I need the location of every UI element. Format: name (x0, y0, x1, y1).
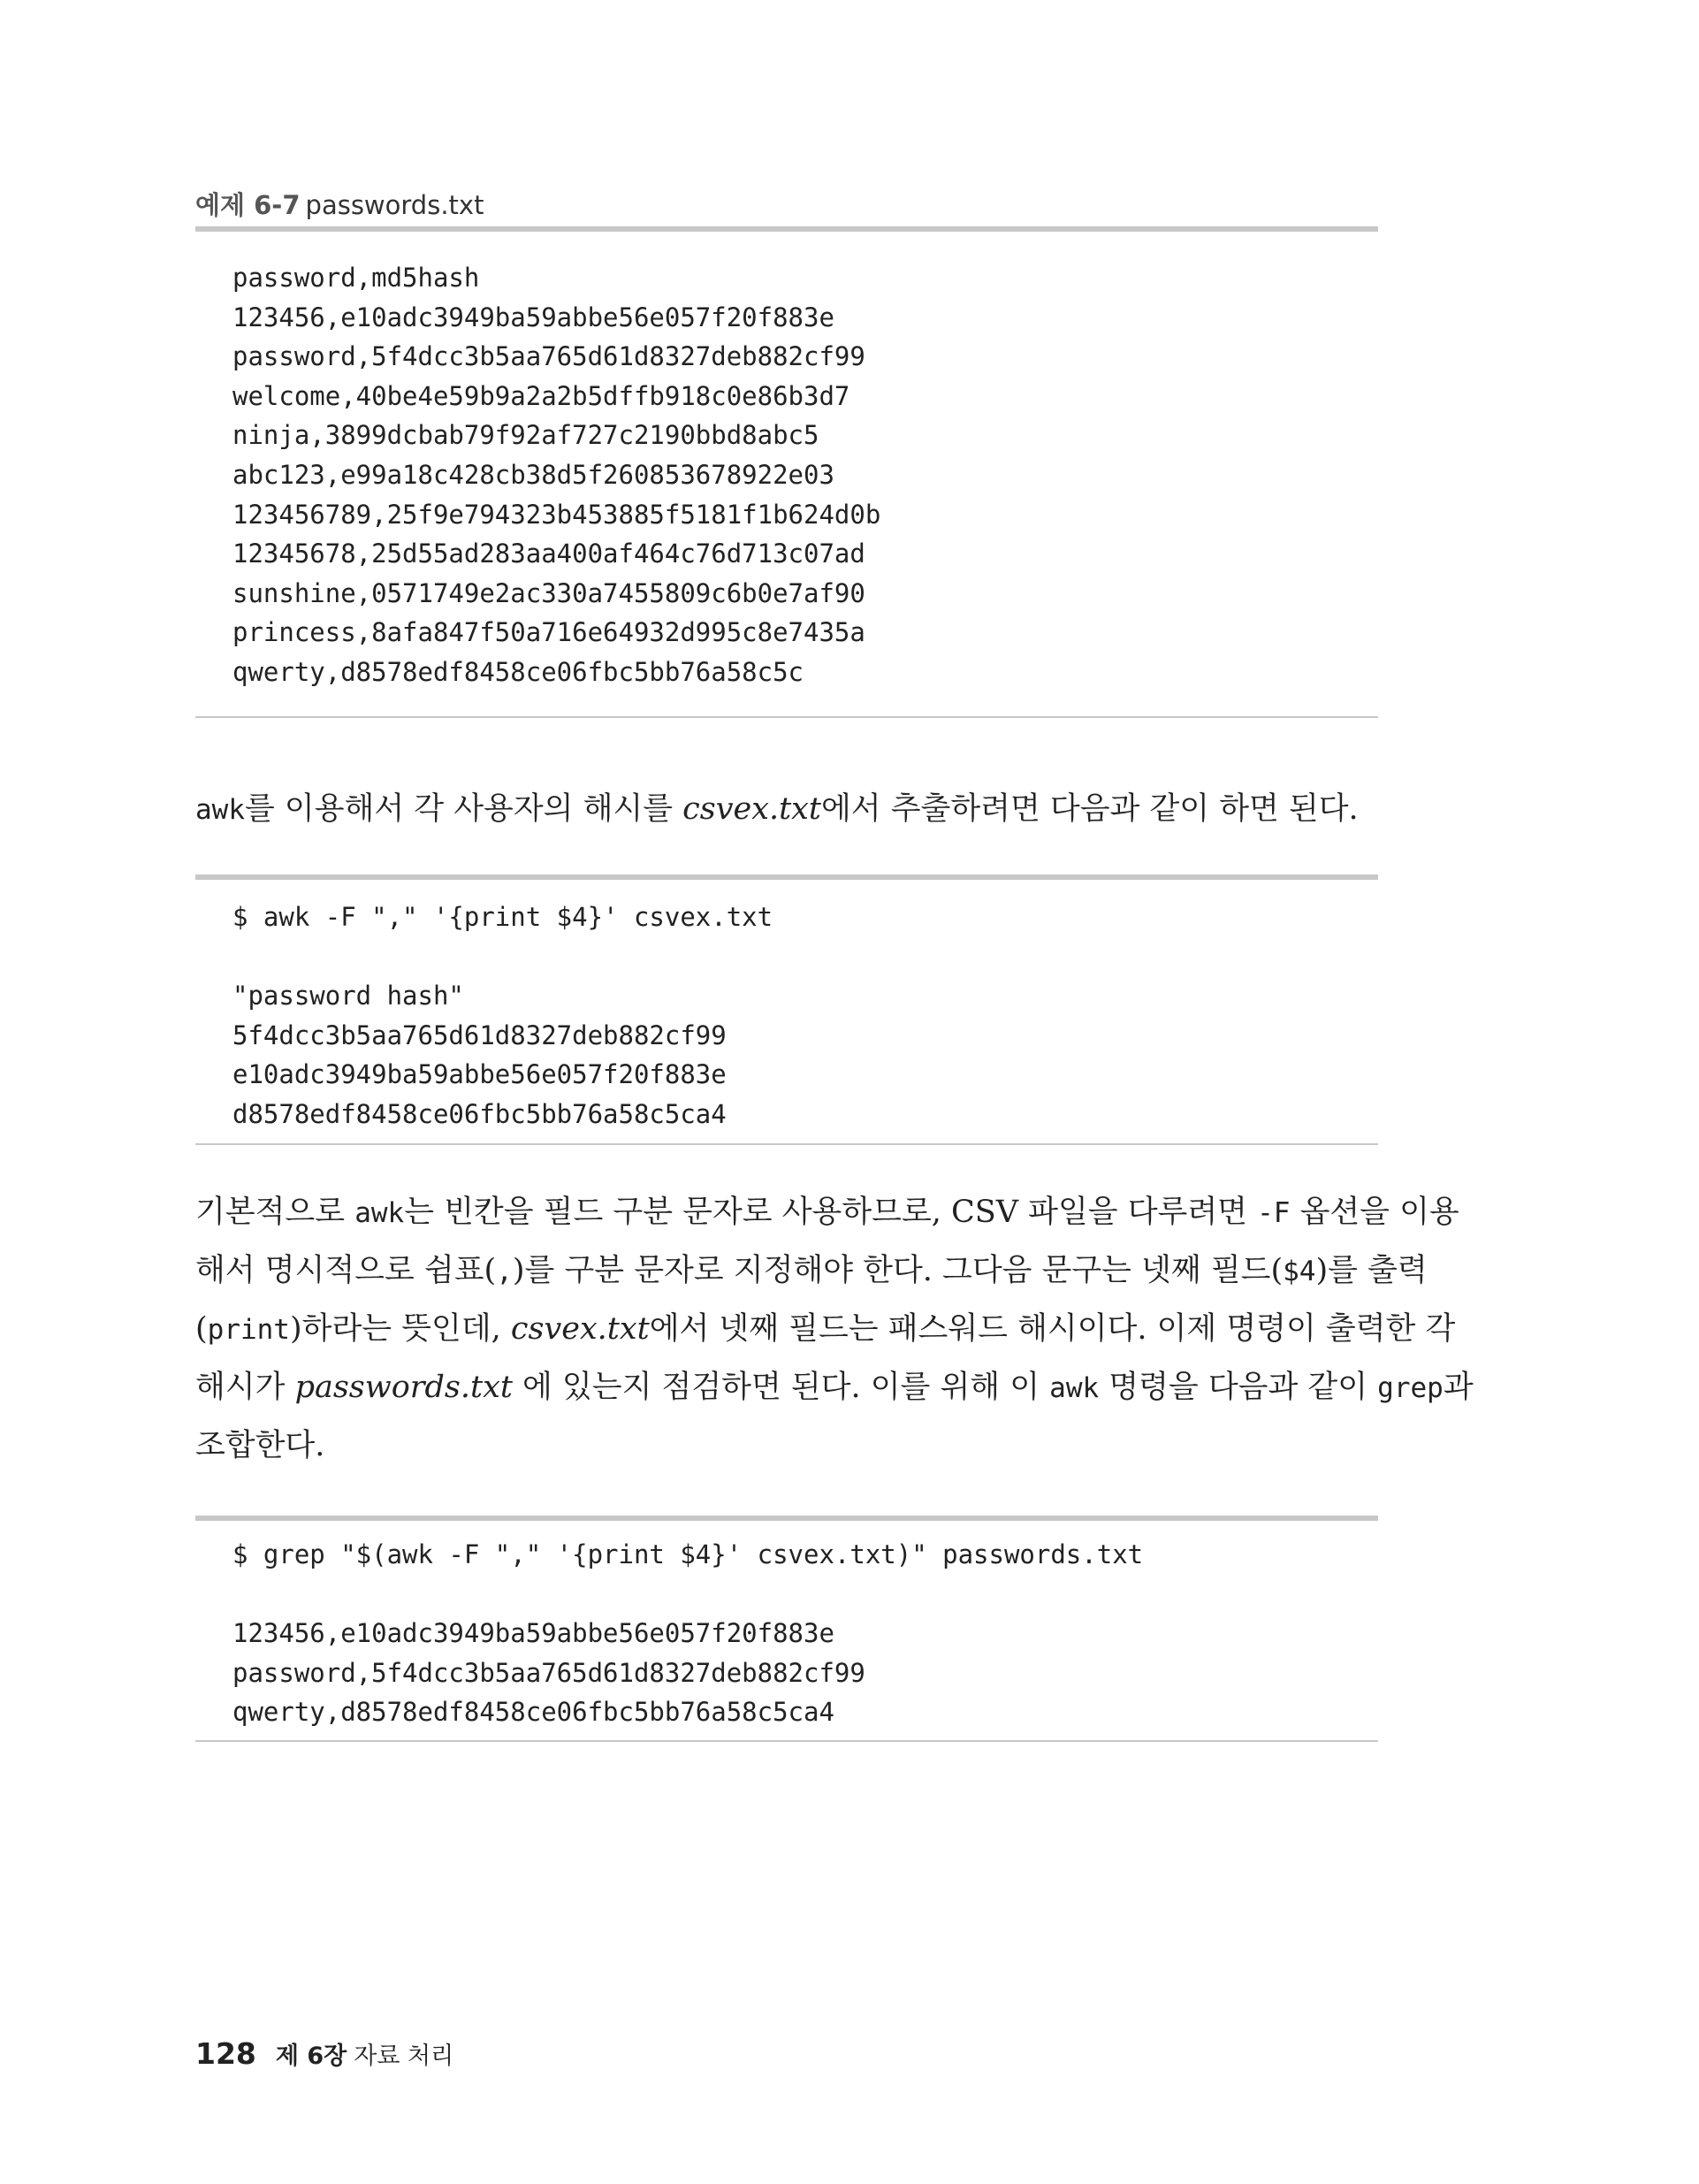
inline-code: awk (354, 1197, 405, 1229)
text: 에 있는지 점검하면 된다. 이를 위해 이 (512, 1370, 1050, 1405)
text: 를 이용해서 각 사용자의 해시를 (245, 791, 683, 827)
code-line: abc123,e99a18c428cb38d5f260853678922e03 (232, 459, 834, 490)
text: 조합한다. (195, 1428, 325, 1463)
code-line: qwerty,d8578edf8458ce06fbc5bb76a58c5c (232, 656, 804, 687)
code-line: sunshine,0571749e2ac330a7455809c6b0e7af90 (232, 577, 865, 608)
code-line: "password hash" (232, 981, 464, 1012)
code-line: 123456,e10adc3949ba59abbe56e057f20f883e (232, 302, 834, 332)
code-line: princess,8afa847f50a716e64932d995c8e7435a (232, 617, 865, 648)
code-line: d8578edf8458ce06fbc5bb76a58c5ca4 (232, 1098, 727, 1129)
code-line-blank (232, 1575, 1378, 1615)
paragraph-line (195, 1300, 1456, 1358)
code-block-grep (195, 1516, 1378, 1742)
filename-italic: passwords.txt (294, 1370, 513, 1405)
code-line: qwerty,d8578edf8458ce06fbc5bb76a58c5ca4 (232, 1697, 834, 1728)
code-line: $ awk -F "," '{print $4}' csvex.txt (232, 902, 773, 932)
paragraph-explanation (195, 1183, 1474, 1475)
code-line: password,5f4dcc3b5aa765d61d8327deb882cf99 (232, 1657, 865, 1688)
paragraph-line (195, 1417, 1378, 1475)
code-line: e10adc3949ba59abbe56e057f20f883e (232, 1059, 727, 1090)
filename-italic: csvex.txt (682, 791, 821, 827)
chapter-title: 자료 처리 (354, 2043, 454, 2070)
text: 기본적으로 (195, 1195, 355, 1230)
page-number: 128 (195, 2036, 256, 2071)
example-filename: passwords.txt (305, 190, 484, 220)
inline-code: grep (1377, 1372, 1444, 1404)
code-block-awk (195, 874, 1378, 1145)
text: )를 출력 (1315, 1253, 1428, 1288)
inline-code: print (207, 1314, 290, 1346)
code-line: 123456,e10adc3949ba59abbe56e057f20f883e (232, 1618, 834, 1649)
code-line: password,md5hash (232, 263, 480, 293)
code-line: ninja,3899dcbab79f92af727c2190bbd8abc5 (232, 420, 819, 451)
code-line: 5f4dcc3b5aa765d61d8327deb882cf99 (232, 1019, 727, 1050)
paragraph-line (195, 1183, 1459, 1241)
text: 에서 추출하려면 다음과 같이 하면 된다. (820, 791, 1359, 827)
text: )하라는 뜻인데, (289, 1311, 511, 1347)
code-line: 123456789,25f9e794323b453885f5181f1b624d0b (232, 499, 881, 530)
code-block-passwords (195, 226, 1378, 718)
text: 옵션을 이용 (1290, 1195, 1459, 1230)
code-line: 12345678,25d55ad283aa400af464c76d713c07ad (232, 538, 865, 569)
code-line-blank (232, 937, 1378, 977)
example-caption (195, 186, 484, 222)
chapter-label: 제 6장 (275, 2043, 347, 2070)
filename-italic: csvex.txt (510, 1311, 650, 1347)
code-line: $ grep "$(awk -F "," '{print $4}' csvex.txt)" passwords.txt (232, 1539, 1144, 1569)
text: 해시가 (195, 1370, 295, 1405)
inline-code: awk (1049, 1372, 1100, 1404)
inline-code: awk (195, 794, 245, 826)
paragraph-intro (195, 780, 1378, 838)
code-line: password,5f4dcc3b5aa765d61d8327deb882cf99 (232, 341, 865, 372)
paragraph-line (195, 1241, 1428, 1300)
text: 해서 명시적으로 쉼표( (195, 1253, 497, 1288)
text: ( (195, 1311, 208, 1347)
text: 에서 넷째 필드는 패스워드 해시이다. 이제 명령이 출력한 각 (649, 1311, 1456, 1347)
text: 과 (1443, 1370, 1474, 1405)
paragraph-line (195, 1358, 1474, 1417)
text: 는 빈칸을 필드 구분 문자로 사용하므로, CSV 파일을 다루려면 (404, 1195, 1258, 1230)
code-line: welcome,40be4e59b9a2a2b5dffb918c0e86b3d7 (232, 380, 850, 411)
example-label: 예제 6-7 (195, 190, 301, 220)
inline-code: $4 (1283, 1256, 1316, 1287)
text: 명령을 다음과 같이 (1099, 1370, 1378, 1405)
page-footer (195, 2036, 453, 2071)
inline-code: , (496, 1256, 513, 1287)
text: )를 구분 문자로 지정해야 한다. 그다음 문구는 넷째 필드( (512, 1253, 1284, 1288)
inline-code: -F (1257, 1197, 1291, 1229)
